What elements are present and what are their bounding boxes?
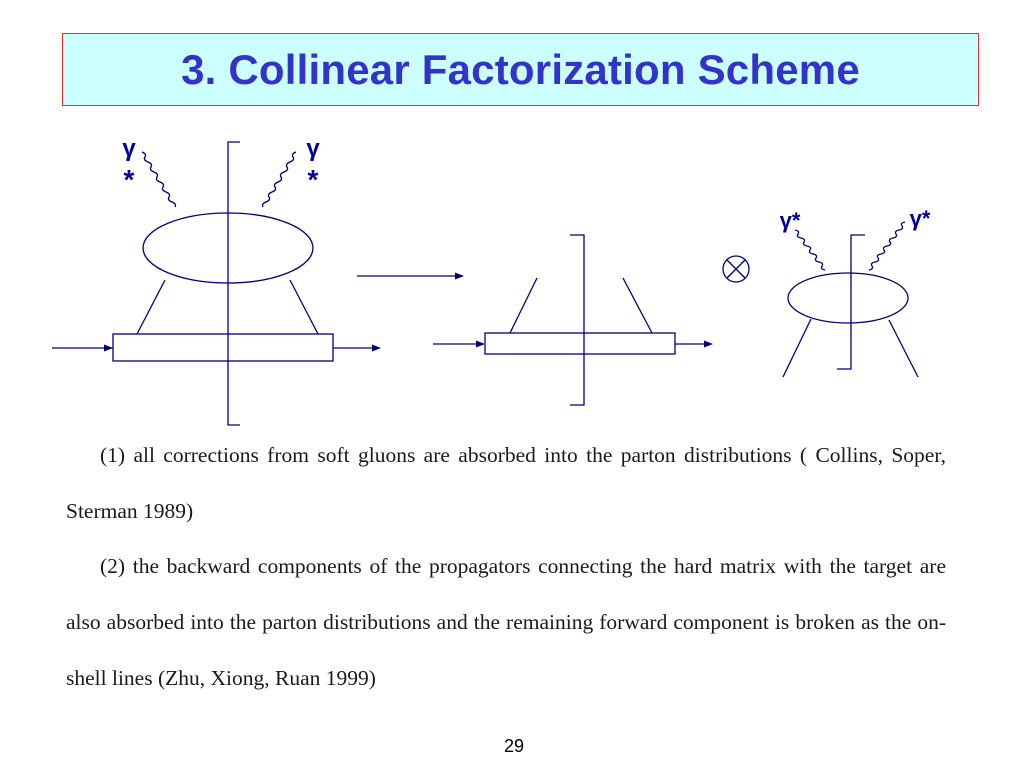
middle-diagram (433, 235, 713, 405)
middle-cut-line (570, 235, 584, 405)
left-incoming-arrowhead (104, 345, 113, 352)
otimes-symbol (723, 256, 749, 282)
right-parton-line-1 (783, 319, 811, 377)
left-forward-diagram (52, 142, 381, 425)
photon-label-star-2: * (307, 164, 319, 195)
right-hard-diagram (783, 222, 918, 377)
paragraph-2: (2) the backward components of the propagators connecting the hard matrix with the target are also absorbed into the parton distributions and the remaining forward component is broken as the on-shell lines (Zhu, Xiong, Ruan 1999) (66, 554, 946, 690)
right-hard-blob (788, 273, 908, 323)
left-target-box (113, 334, 333, 361)
middle-incoming-arrowhead (476, 341, 485, 348)
middle-parton-line-1 (510, 278, 537, 333)
left-photon-line-2 (262, 152, 296, 207)
photon-label-gamma-1: γ (122, 135, 136, 162)
transition-arrow-head (455, 273, 464, 280)
photon-label-4: γ* (909, 206, 931, 231)
middle-parton-line-2 (623, 278, 652, 333)
left-photon-line-1 (142, 152, 176, 207)
middle-target-box (485, 333, 675, 354)
photon-label-3: γ* (779, 208, 801, 233)
left-outgoing-arrowhead (372, 345, 381, 352)
left-parton-line-2 (290, 280, 318, 334)
photon-label-gamma-2: γ (306, 135, 320, 162)
right-photon-line-2 (869, 222, 905, 270)
right-parton-line-2 (889, 320, 918, 377)
slide-title: 3. Collinear Factorization Scheme (181, 45, 860, 93)
left-parton-line-1 (137, 280, 165, 334)
middle-outgoing-arrowhead (704, 341, 713, 348)
paragraph-1: (1) all corrections from soft gluons are absorbed into the parton distributions ( Collins, Soper, Sterman 1989) (66, 443, 946, 523)
right-cut-line (837, 235, 865, 369)
right-photon-line-1 (795, 230, 825, 270)
photon-label-star-1: * (123, 164, 135, 195)
page-number: 29 (503, 736, 525, 756)
